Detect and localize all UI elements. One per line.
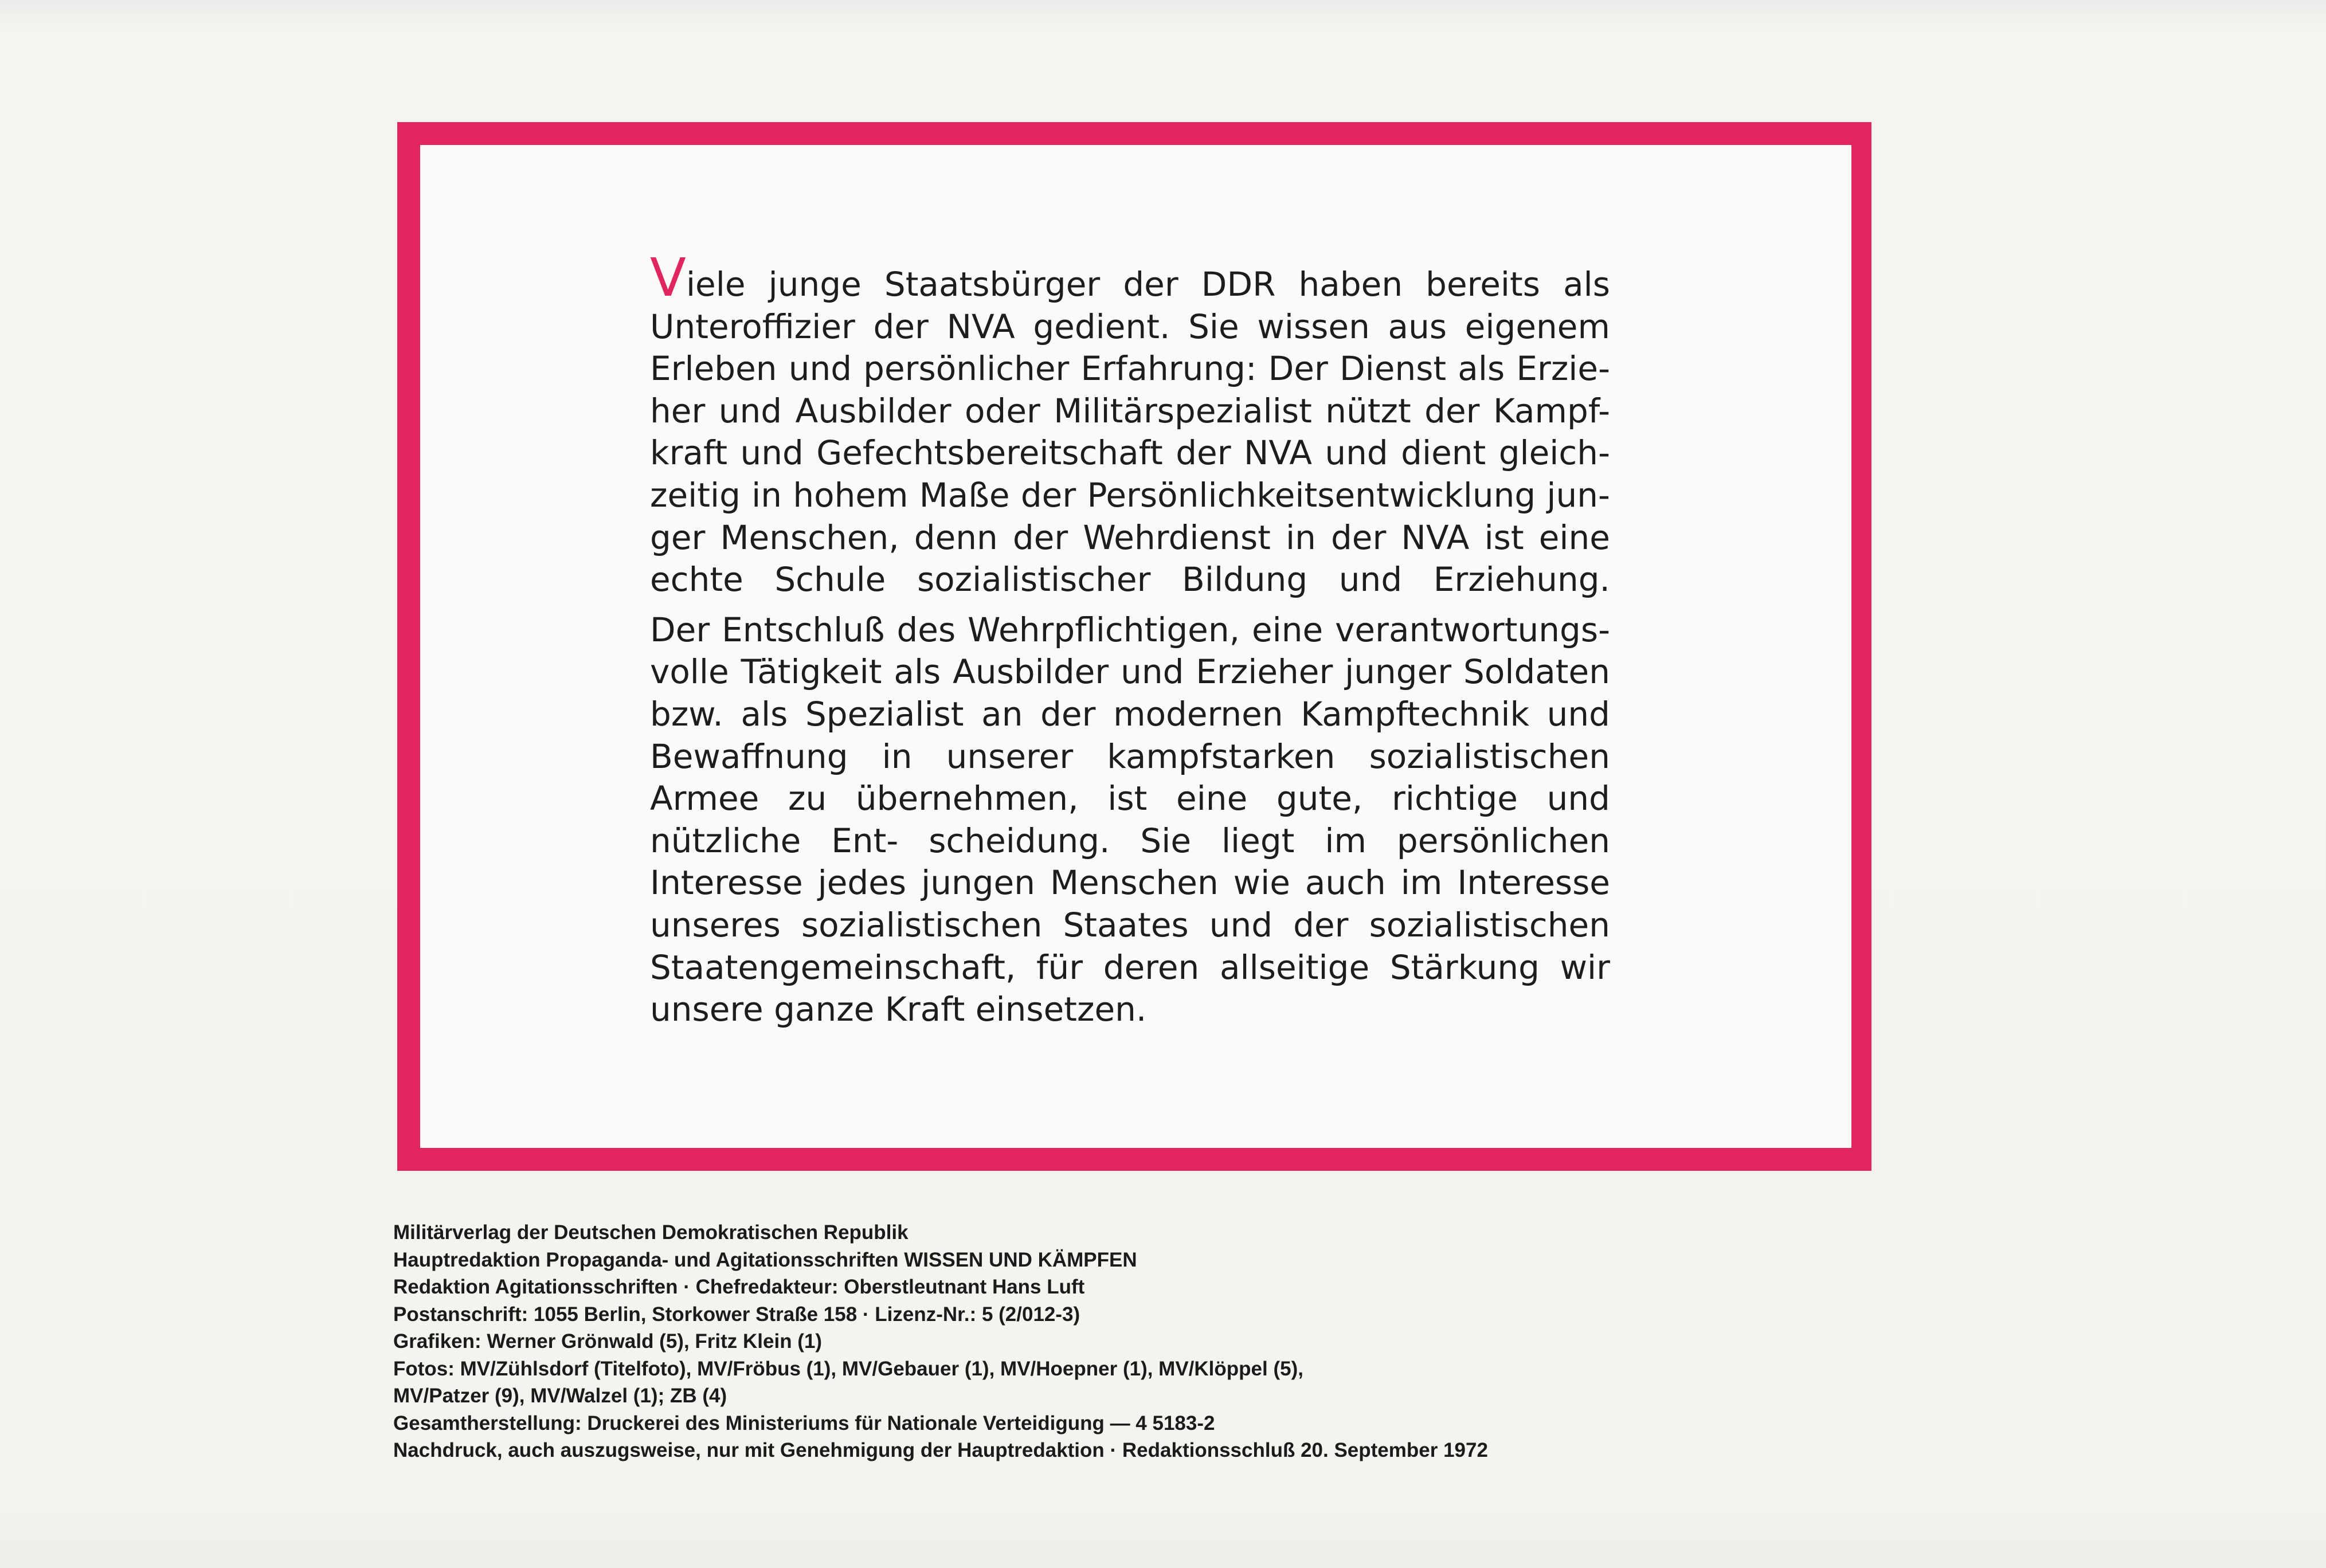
text-line: Unteroffizier der NVA gedient. Sie wissen aus eigenem (650, 307, 1610, 346)
imprint-line: Redaktion Agitationsschriften · Chefredakteur: Oberstleutnant Hans Luft (393, 1276, 1085, 1298)
text-line: volle Tätigkeit als Ausbilder und Erzieher junger Soldaten (650, 652, 1610, 692)
paragraph-1 (650, 247, 1610, 601)
text-line: zu übernehmen, ist eine gute, richtige und nützliche Ent- (650, 779, 1610, 860)
imprint-line: Grafiken: Werner Grönwald (5), Fritz Klein (1) (393, 1330, 823, 1353)
imprint-line: Postanschrift: 1055 Berlin, Storkower Straße 158 · Lizenz-Nr.: 5 (2/012-3) (393, 1303, 1080, 1326)
text-line: Menschen wie auch im Interesse unseres sozialistischen (650, 863, 1610, 944)
imprint-line: Hauptredaktion Propaganda- und Agitationsschriften WISSEN UND KÄMPFEN (393, 1248, 1137, 1271)
text-line: Erleben und persönlicher Erfahrung: Der Dienst als Erzie- (650, 349, 1610, 389)
text-line: Der Entschluß des Wehrpflichtigen, eine verantwortungs- (650, 610, 1610, 649)
paragraph-2 (650, 609, 1610, 1031)
text-line: scheidung. Sie liegt im persönlichen Interesse jedes jungen (650, 821, 1611, 903)
drop-cap: V (650, 247, 686, 308)
text-line: Staates und der sozialistischen Staatengemeinschaft, für (650, 905, 1610, 987)
imprint-line: MV/Patzer (9), MV/Walzel (1); ZB (4) (393, 1385, 727, 1407)
text-line: iele junge Staatsbürger der DDR haben bereits als (686, 265, 1610, 304)
text-line: deren allseitige Stärkung wir unsere ganze Kraft einsetzen. (650, 947, 1611, 1029)
main-text-block (650, 247, 1611, 1031)
text-line: zeitig in hohem Maße der Persönlichkeitsentwicklung jun- (650, 475, 1610, 515)
text-line: Bewaffnung in unserer kampfstarken sozialistischen Armee (650, 736, 1610, 818)
text-line: kraft und Gefechtsbereitschaft der NVA und dient gleich- (650, 433, 1610, 473)
text-line: her und Ausbilder oder Militärspezialist nützt der Kampf- (650, 391, 1610, 430)
imprint-block (393, 1219, 1769, 1464)
imprint-line: Militärverlag der Deutschen Demokratischen Republik (393, 1221, 909, 1244)
imprint-line: Gesamtherstellung: Druckerei des Ministeriums für Nationale Verteidigung — 4 5183-2 (393, 1412, 1215, 1434)
imprint-line: Nachdruck, auch auszugsweise, nur mit Genehmigung der Hauptredaktion · Redaktionsschluß 20. September 1972 (393, 1439, 1488, 1461)
text-line: ger Menschen, denn der Wehrdienst in der NVA ist eine (650, 518, 1610, 557)
imprint-line: Fotos: MV/Zühlsdorf (Titelfoto), MV/Fröbus (1), MV/Gebauer (1), MV/Hoepner (1), MV/Klöppel (5), (393, 1357, 1303, 1380)
text-line: echte Schule sozialistischer Bildung und Erziehung. (650, 560, 1610, 599)
text-line: bzw. als Spezialist an der modernen Kampftechnik und (650, 694, 1610, 734)
